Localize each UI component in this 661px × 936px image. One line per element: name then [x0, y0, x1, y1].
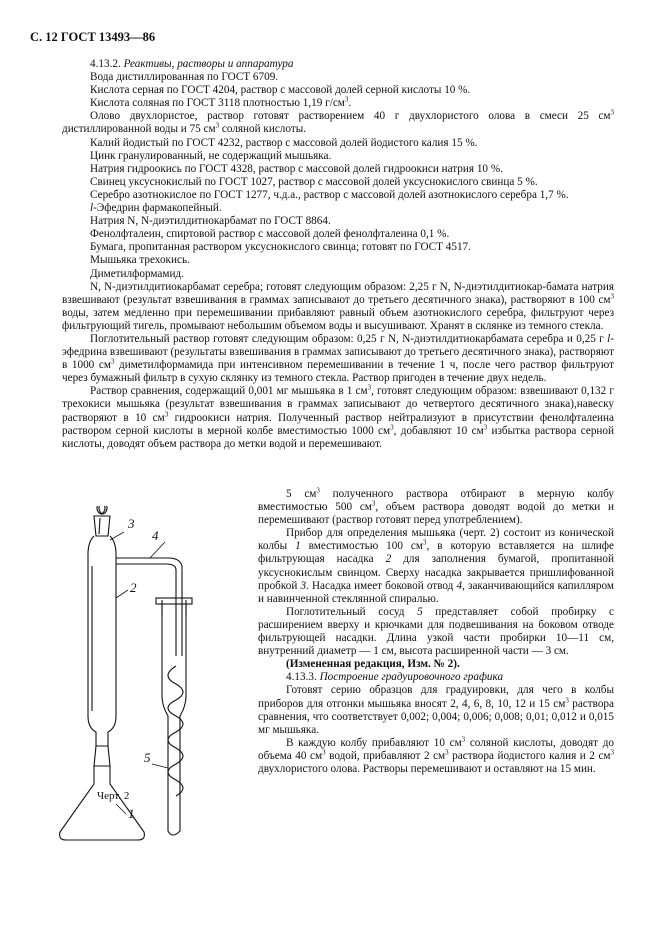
reagent-line: Кислота серная по ГОСТ 4204, раствор с массовой долей серной кислоты 10 %.: [90, 84, 471, 97]
figure-label-4: 4: [152, 528, 159, 543]
paragraph-comparison-solution: Раствор сравнения, содержащий 0,001 мг мышьяка в 1 $см^3$, готовят следующим образом: взвешивают 0,132 г трехокиси мышьяка (результат взвешивания в граммах записывают до четвертого десятичного знака),навеску растворяют в 10 $см^3$ гидроокиси натрия. Полученный раствор нейтрализуют в присутствии фенолфталеина раствором серной кислоты в мерной колбе вместимостью 1000 $см^3$, добавляют 10 $см^3$ избытка раствора серной кислоты, доводят объем раствора до метки водой и перемешивают.: [62, 383, 614, 450]
paragraph-5cm: 5 $см^3$ полученного раствора отбирают в мерную колбу вместимостью 500 $см^3$, объем раствора доводят водой до метки и перемешивают (раствор готовят перед употреблением).: [258, 486, 615, 527]
apparatus-drawing: [30, 506, 230, 846]
paragraph-device: Прибор для определения мышьяка (черт. 2) состоит из конической колбы 1 вместимостью 100 $см^3$, в которую вставляется на шлифе фильтрующая насадка 2 для заполнения бумагой, пропитанной уксуснокислым свинцом. Сверху насадка закрывается пришлифованной пробкой 3. Насадка имеет боковой отвод 4, заканчивающийся капилляром и навинченной стеклянной спиралью.: [258, 527, 614, 605]
reagent-line: Серебро азотнокислое по ГОСТ 1277, ч.д.а., раствор с массовой долей азотнокислого серебра 1,7 %.: [90, 188, 569, 201]
reagent-line: Кислота соляная по ГОСТ 3118 плотностью 1,19 $г/см^3$.: [90, 95, 352, 110]
figure-label-2: 2: [130, 580, 137, 595]
reagent-line: Натрия гидроокись по ГОСТ 4328, раствор с массовой долей гидроокиси натрия 10 %.: [90, 162, 503, 175]
reagent-line: l-Эфедрин фармакопейный.: [90, 202, 222, 215]
reagent-line: Бумага, пропитанная раствором уксуснокислого свинца; готовят по ГОСТ 4517.: [90, 241, 471, 254]
main-text: [62, 58, 614, 451]
section-4-13-3-heading: 4.13.3. Построение градуировочного графика: [286, 671, 504, 684]
reagent-line: Диметилформамид.: [90, 267, 184, 280]
paragraph-absorbing-vessel: Поглотительный сосуд 5 представляет собой пробирку с расширением вверху и крючками для подвешивания на боковом отводе фильтрующей насадки. Длина узкой части пробирки 10—11 см, внутренний диаметр — 1 см, высота расширенной части — 3 см.: [258, 605, 614, 658]
paragraph-flask: В каждую колбу прибавляют 10 $см^3$ соляной кислоты, доводят до объема 40 $см^3$ водой, прибавляют 2 $см^3$ раствора йодистого калия и 2 $см^3$ двухлористого олова. Растворы перемешивают и оставляют на 15 мин.: [258, 735, 614, 775]
reagent-line: Вода дистиллированная по ГОСТ 6709.: [90, 71, 279, 84]
section-4-13-2-heading: 4.13.2. Реактивы, растворы и аппаратура: [90, 58, 294, 70]
reagent-line: Свинец уксуснокислый по ГОСТ 1027, раствор с массовой долей уксуснокислого свинца 5 %.: [90, 175, 538, 188]
reagent-line: Калий йодистый по ГОСТ 4232, раствор с массовой долей йодистого калия 15 %.: [90, 136, 478, 149]
paragraph-calibration-series: Готовят серию образцов для градуировки, для чего в колбы приборов для отгонки мышьяка вносят 2, 4, 6, 8, 10, 12 и 15 $см^3$ раствора сравнения, что соответствует 0,002; 0,004; 0,006; 0,008; 0,01; 0,012 и 0,015 мг мышьяка.: [258, 684, 614, 736]
reagent-line: Фенолфталеин, спиртовой раствор с массовой долей фенолфталеина 0,1 %.: [90, 228, 450, 241]
page-header: С. 12 ГОСТ 13493—86: [30, 30, 156, 44]
right-column-text: [258, 488, 614, 776]
reagent-line: Мышьяка трехокись.: [90, 254, 190, 267]
figure-label-5: 5: [144, 750, 151, 765]
figure-caption: Черт. 2: [97, 790, 130, 802]
paragraph-silver: N, N-диэтилдитиокарбамат серебра; готовят следующим образом: 2,25 г N, N-диэтилдитиокар-бамата натрия взвешивают (результат взвешивания в граммах записывают до третьего десятичного знака), растворяют в 100 $см^3$ воды, затем медленно при перемешивании прибавляют равный объем азотнокислого серебра, фильтруют через фильтрующий тигель, промывают небольшим объемом воды и высушивают. Хранят в склянке из темного стекла.: [62, 280, 614, 332]
reagent-line: Олово двухлористое, раствор готовят растворением 40 г двухлористого олова в смеси 25 $см^3$ дистиллированной воды и 75 $см^3$ соляной кислоты.: [62, 108, 614, 136]
revision-note: (Измененная редакция, Изм. № 2).: [286, 658, 460, 671]
figure-label-1: 1: [128, 806, 135, 821]
figure-label-3: 3: [128, 516, 135, 531]
paragraph-absorbing-solution: Поглотительный раствор готовят следующим образом: 0,25 г N, N-диэтилдитиокарбамата серебра и 0,25 г l-эфедрина взвешивают (результаты взвешивания в граммах записывают до третьего десятичного знака), растворяют в 1000 $см^3$ диметилформамида при интенсивном перемешивании в течение 1 ч, после чего раствор фильтруют через бумажный фильтр в сухую склянку из темного стекла. Раствор пригоден в течение двух недель.: [62, 332, 615, 385]
reagent-line: Цинк гранулированный, не содержащий мышьяка.: [90, 149, 332, 162]
reagent-line: Натрия N, N-диэтилдитиокарбамат по ГОСТ 8864.: [90, 215, 331, 228]
